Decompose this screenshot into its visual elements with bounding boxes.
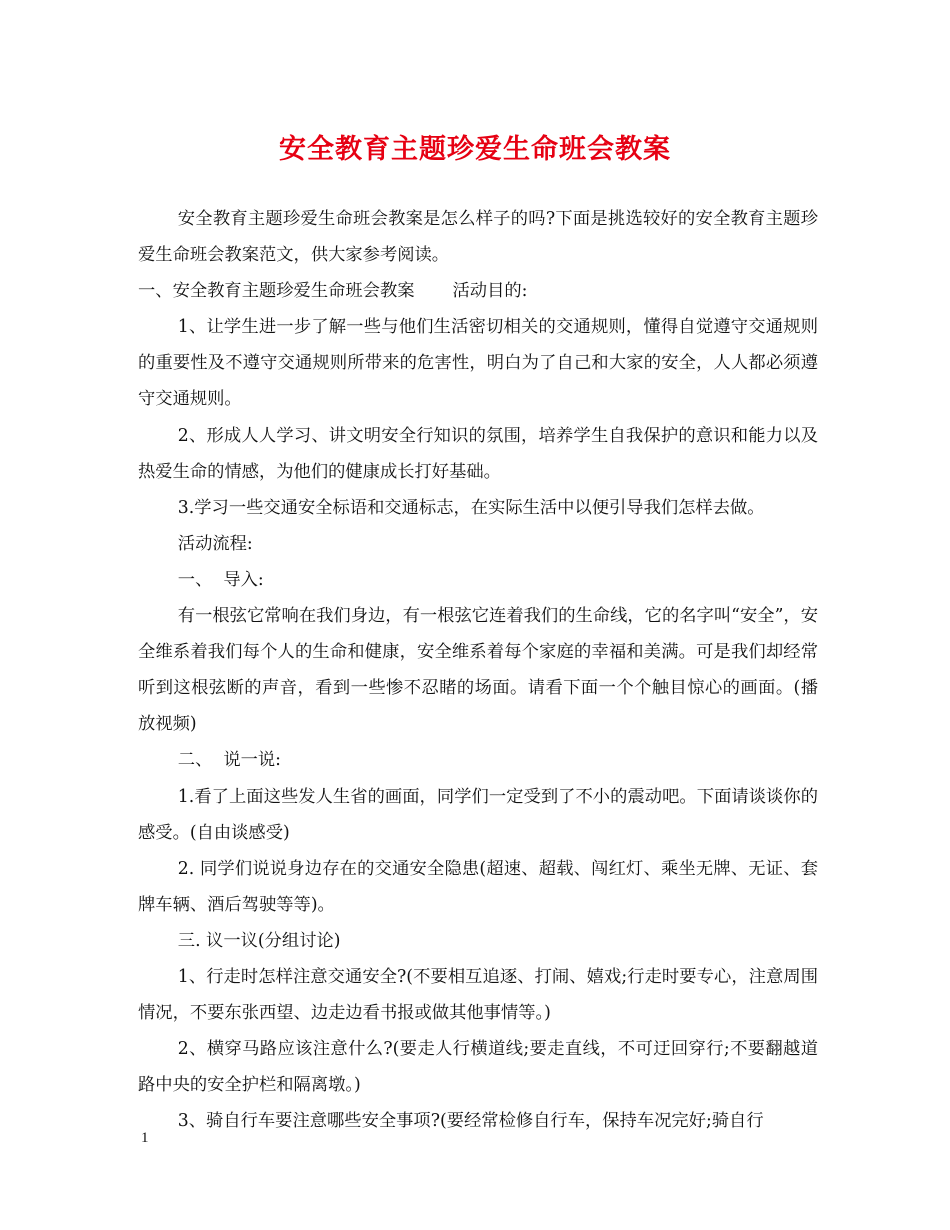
section-heading-tail: 活动目的: bbox=[452, 281, 528, 302]
step-3-heading: 三. 议一议(分组讨论) bbox=[177, 930, 341, 951]
step-3-item-1: 1、行走时怎样注意交通安全?(不要相互追逐、打闹、嬉戏;行走时要专心，注意周围情况，不要东张西望、边走边看书报或做其他事情等。) bbox=[138, 966, 818, 1024]
process-heading: 活动流程: bbox=[177, 533, 253, 554]
section-heading-text: 一、安全教育主题珍爱生命班会教案 bbox=[138, 281, 415, 302]
document-title: 安全教育主题珍爱生命班会教案 bbox=[279, 134, 671, 165]
step-2-heading: 二、 说一说: bbox=[177, 750, 281, 771]
step-2-item-1: 1.看了上面这些发人生省的画面，同学们一定受到了不小的震动吧。下面请谈谈你的感受。(自由谈感受) bbox=[138, 786, 818, 843]
intro-paragraph: 安全教育主题珍爱生命班会教案是怎么样子的吗?下面是挑选较好的安全教育主题珍爱生命班会教案范文，供大家参考阅读。 bbox=[138, 209, 818, 266]
objective-1: 1、让学生进一步了解一些与他们生活密切相关的交通规则，懂得自觉遵守交通规则的重要性及不遵守交通规则所带来的危害性，明白为了自己和大家的安全，人人都必须遵守交通规则。 bbox=[138, 317, 818, 410]
step-3-item-3: 3、骑自行车要注意哪些安全事项?(要经常检修自行车，保持车况完好;骑自行 bbox=[177, 1111, 764, 1132]
step-1-heading: 一、 导入: bbox=[177, 569, 264, 590]
document-body bbox=[138, 201, 818, 1139]
step-3-item-2: 2、横穿马路应该注意什么?(要走人行横道线;要走直线，不可迂回穿行;不要翻越道路中央的安全护栏和隔离墩。) bbox=[138, 1039, 818, 1096]
page-number: 1 bbox=[141, 1130, 149, 1146]
section-heading bbox=[138, 273, 818, 309]
step-1-paragraph: 有一根弦它常响在我们身边，有一根弦它连着我们的生命线，它的名字叫“安全”，安全维系着我们每个人的生命和健康，安全维系着每个家庭的幸福和美满。可是我们却经常听到这根弦断的声音，看到一些惨不忍睹的场面。请看下面一个个触目惊心的画面。(播放视频) bbox=[138, 606, 818, 735]
step-2-item-2: 2. 同学们说说身边存在的交通安全隐患(超速、超载、闯红灯、乘坐无牌、无证、套牌车辆、酒后驾驶等等)。 bbox=[138, 858, 818, 915]
objective-3: 3.学习一些交通安全标语和交通标志，在实际生活中以便引导我们怎样去做。 bbox=[177, 497, 765, 518]
objective-2: 2、形成人人学习、讲文明安全行知识的氛围，培养学生自我保护的意识和能力以及热爱生命的情感，为他们的健康成长打好基础。 bbox=[138, 425, 818, 482]
